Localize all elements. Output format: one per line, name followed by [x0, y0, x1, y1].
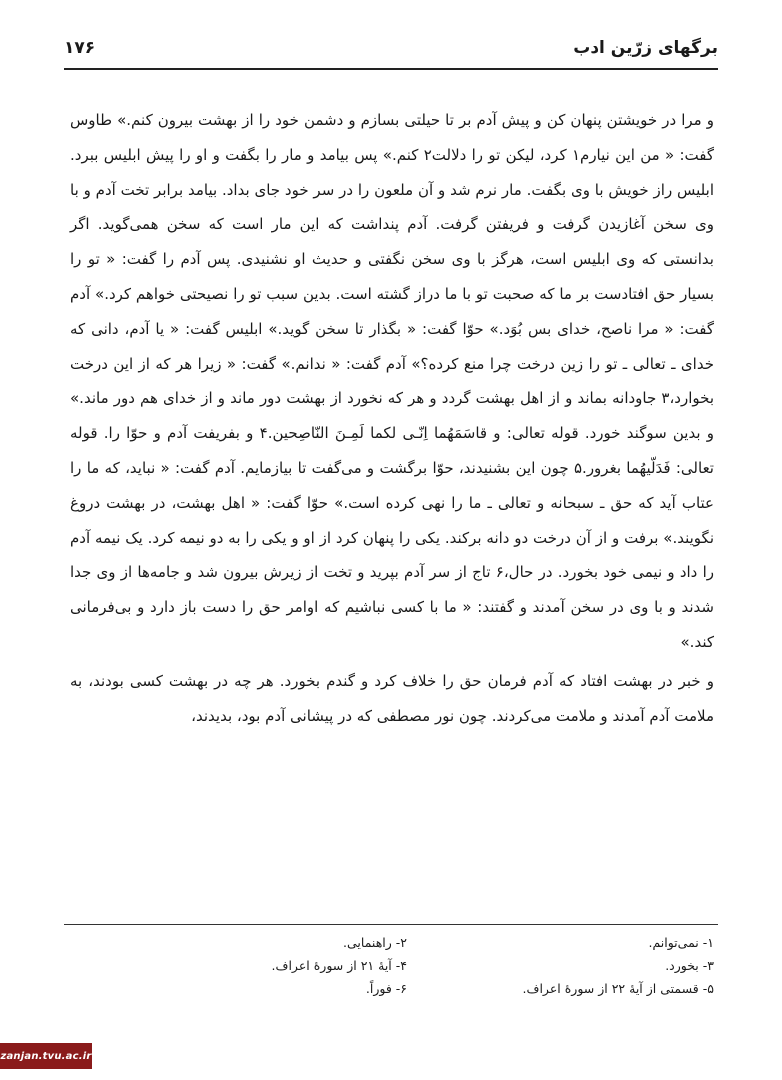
- footnote: ۵- قسمتی از آیهٔ ۲۲ از سورهٔ اعراف.: [522, 981, 714, 996]
- running-header: [64, 30, 718, 66]
- footnote: ۶- فوراً.: [365, 981, 407, 996]
- header-divider: [64, 68, 718, 70]
- footnote-divider: [64, 924, 718, 925]
- main-text: [70, 103, 714, 733]
- footnote: ۱- نمی‌توانم.: [648, 935, 714, 950]
- page-number: ۱۷۶: [64, 38, 96, 58]
- footnotes: [120, 934, 714, 998]
- footnote: ۲- راهنمایی.: [343, 935, 407, 950]
- footnote: ۳- بخورد.: [665, 958, 714, 973]
- footnote: ۴- آیهٔ ۲۱ از سورهٔ اعراف.: [271, 958, 407, 973]
- site-watermark-badge[interactable]: [0, 1043, 92, 1069]
- paragraph: و مرا در خویشتن پنهان کن و پیش آدم بر تا حیلتی بسازم و دشمن خود را از بهشت بیرون کنم.» طاوس گفت: « من این نیارم۱ کرد، لیکن تو را دلالت۲ کنم.» پس بیامد و مار را بگفت و او را پیش ابلیس ببرد. ابلیس راز خویش با وی بگفت. مار نرم شد و آن ملعون را در سر خود جای بداد. بیامد برابر تخت آدم و با وی سخن آغازیدن گرفت و فریفتن گرفت. آدم پنداشت که این مار است که سخن همی‌گوید. اگر بدانستی که وی ابلیس است، هرگز با وی سخن نگفتی و حدیث او نشنیدی. پس آدم را گفت: « تو را بسیار حق افتادست بر ما که صحبت تو با ما دراز گشته است. بدین سبب تو را نصیحتی خواهم کرد.» آدم گفت: « مرا ناصح، خدای بس بُوَد.» حوّا گفت: « بگذار تا سخن گوید.» ابلیس گفت: « یا آدم، دانی که خدای ـ تعالی ـ تو را زین درخت چرا منع کرده؟» آدم گفت: « ندانم.» گفت: « زیرا هر که از این درخت بخوارد،۳ جاودانه بماند و از اهل بهشت گردد و هر که نخورد از بهشت دور ماند و از خدای هم دور ماند.» و بدین سوگند خورد. قوله تعالی: و قاسَمَهُما اِنّـی لکما لَمِـنَ النّاصِحین.۴ و بفریفت آدم و حوّا را. قوله تعالی: فَدَلّیهُما بغرور.۵ چون این بشنیدند، حوّا برگشت و می‌گفت تا بیازمایم. آدم گفت: « نباید، که ما را عتاب آید که حق ـ سبحانه و تعالی ـ ما را نهی کرده است.» حوّا گفت: « اهل بهشت، در بهشت دروغ نگویند.» برفت و از آن درخت دو دانه برکند. یکی را پنهان کرد از او و یکی را به دو نیمه کرد. یک نیمه آدم را داد و نیمی خود بخورد. در حال،۶ تاج از سر آدم بپرید و تخت از زیرش بیرون شد و جامه‌ها از وی جدا شدند و با وی در سخن آمدند و گفتند: « ما با کسی نباشیم که اوامر حق را دست باز دارد و بی‌فرمانی کند.»: [70, 111, 714, 651]
- site-url: zanjan.tvu.ac.ir: [0, 1050, 92, 1062]
- paragraph: و خبر در بهشت افتاد که آدم فرمان حق را خلاف کرد و گندم بخورد. هر چه در بهشت کسی بودند، به ملامت آدم آمدند و ملامت می‌کردند. چون نور مصطفی که در پیشانی آدم بود، بدیدند،: [70, 671, 714, 725]
- book-title: برگهای زرّین ادب: [573, 38, 718, 58]
